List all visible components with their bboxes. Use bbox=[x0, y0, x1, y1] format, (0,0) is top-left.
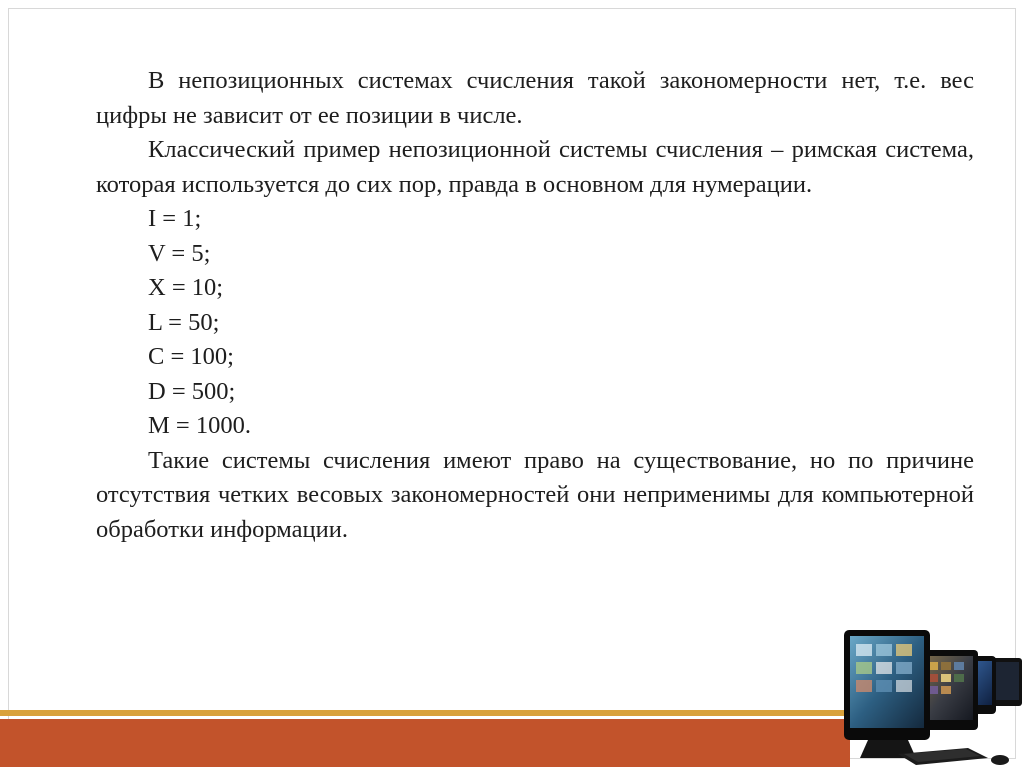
roman-numeral-item: D = 500; bbox=[148, 377, 236, 405]
roman-numeral-item: M = 1000. bbox=[148, 412, 251, 439]
roman-numeral-item: L = 50; bbox=[148, 308, 220, 336]
computers-illustration bbox=[838, 622, 1024, 767]
accent-stripe bbox=[0, 710, 850, 716]
roman-numeral-item: V = 5; bbox=[148, 239, 211, 267]
roman-numeral-item: X = 10; bbox=[148, 274, 224, 301]
slide-body bbox=[96, 64, 974, 547]
roman-numeral-item: I = 1; bbox=[148, 205, 202, 232]
paragraph-roman-example: Классический пример непозиционной системы счисления – римская система, которая используется до сих пор, правда в основном для нумерации. bbox=[96, 136, 974, 198]
roman-numeral-item: C = 100; bbox=[148, 343, 234, 370]
paragraph-conclusion: Такие системы счисления имеют право на существование, но по причине отсутствия четких весовых закономерностей они неприменимы для компьютерной обработки информации. bbox=[96, 446, 974, 543]
paragraph-positional-note: В непозиционных системах счисления такой закономерности нет, т.е. вес цифры не зависит от ее позиции в числе. bbox=[96, 67, 974, 129]
footer-band bbox=[0, 719, 850, 767]
